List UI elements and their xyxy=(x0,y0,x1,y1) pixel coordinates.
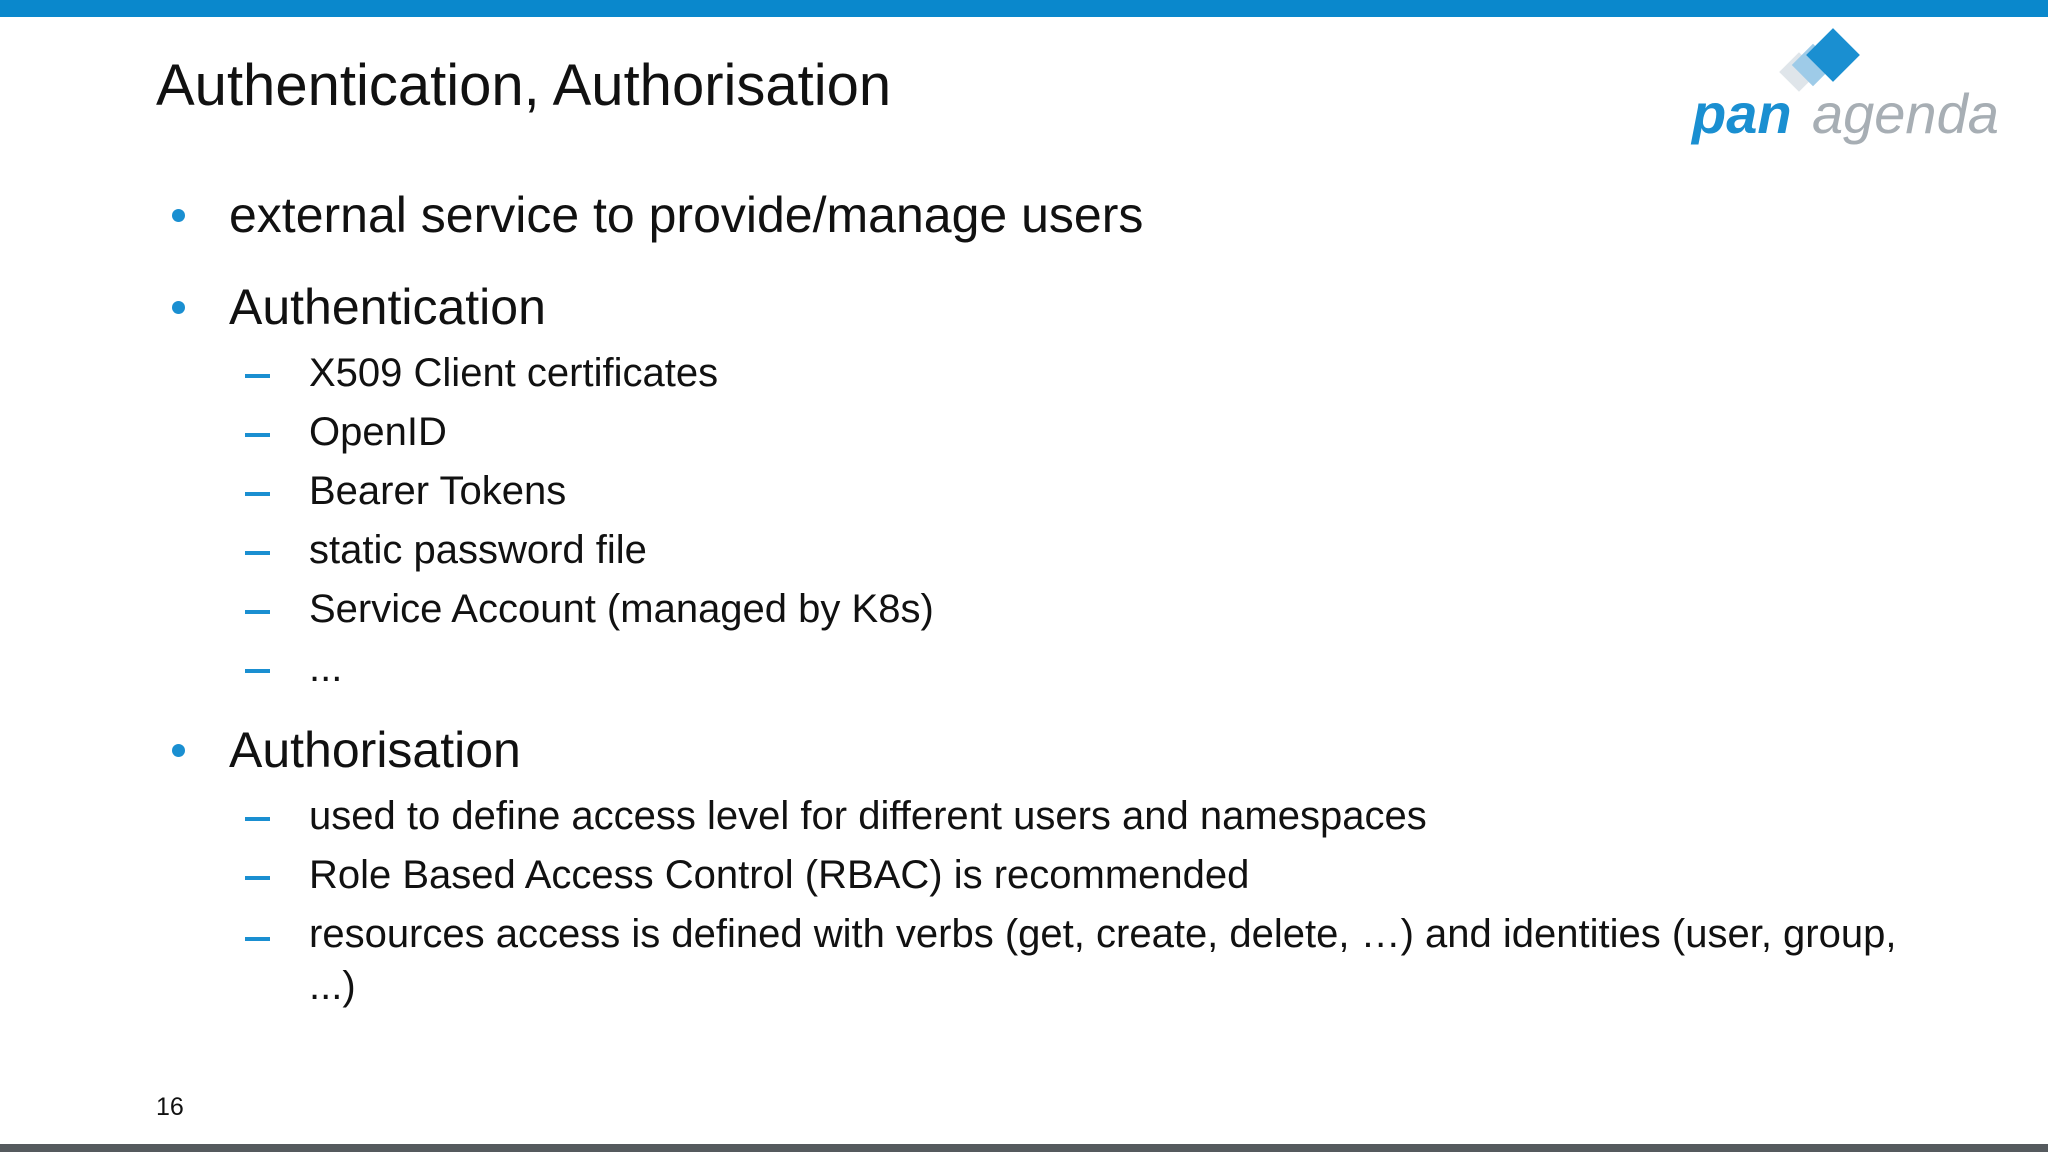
page-number: 16 xyxy=(156,1093,184,1121)
sub-item xyxy=(245,788,1427,844)
dash-icon xyxy=(245,876,270,880)
dash-icon xyxy=(245,374,270,378)
bullet-text: Authentication xyxy=(229,279,546,335)
sub-item xyxy=(245,522,647,578)
svg-text:pan: pan xyxy=(1692,82,1792,145)
top-accent-bar xyxy=(0,0,2048,17)
dash-icon xyxy=(245,551,270,555)
bullet-dot-icon xyxy=(172,301,185,314)
sub-item-text: X509 Client certificates xyxy=(309,351,719,395)
bullet-dot-icon xyxy=(172,744,185,757)
panagenda-logo xyxy=(1690,28,2020,148)
sub-item xyxy=(245,581,934,637)
sub-item-text: Service Account (managed by K8s) xyxy=(309,587,934,631)
sub-item xyxy=(245,404,447,460)
bullet-item-external-service xyxy=(172,183,1143,247)
bullet-text: external service to provide/manage users xyxy=(229,187,1144,243)
sub-item-text: used to define access level for different users and namespaces xyxy=(309,794,1427,838)
sub-item xyxy=(245,640,342,696)
sub-item xyxy=(245,345,718,401)
svg-text:agenda: agenda xyxy=(1812,82,1999,145)
bullet-item-authentication xyxy=(172,275,546,339)
sub-item-text: static password file xyxy=(309,528,647,572)
dash-icon xyxy=(245,492,270,496)
bullet-item-authorisation xyxy=(172,718,521,782)
dash-icon xyxy=(245,937,270,941)
sub-item-text: resources access is defined with verbs (get, create, delete, …) and identities (user, group, ...) xyxy=(309,912,1897,1008)
bullet-dot-icon xyxy=(172,209,185,222)
sub-item-text: OpenID xyxy=(309,410,447,454)
sub-item-text: ... xyxy=(309,646,343,690)
sub-item xyxy=(245,847,1249,903)
dash-icon xyxy=(245,610,270,614)
dash-icon xyxy=(245,669,270,673)
bullet-text: Authorisation xyxy=(229,722,521,778)
dash-icon xyxy=(245,433,270,437)
sub-item xyxy=(245,908,1909,1012)
sub-item-text: Role Based Access Control (RBAC) is recommended xyxy=(309,853,1250,897)
bottom-bar xyxy=(0,1144,2048,1152)
dash-icon xyxy=(245,817,270,821)
slide-title: Authentication, Authorisation xyxy=(156,53,892,118)
sub-item-text: Bearer Tokens xyxy=(309,469,567,513)
sub-item xyxy=(245,463,566,519)
